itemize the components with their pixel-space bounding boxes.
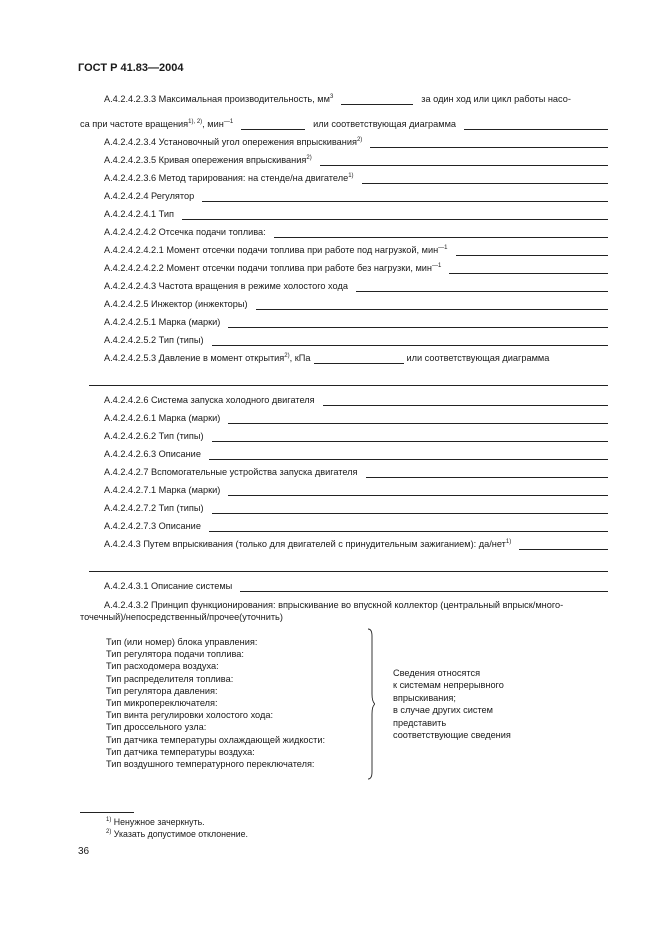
row-auxiliary-description [104,520,608,532]
note-line: Сведения относятся [393,668,481,678]
row-cold-start-make [104,412,608,424]
note-line: впрыскивания; [393,692,456,703]
note-line: представить [393,717,447,728]
footnote-2: $^{2)}$ Указать допустимое отклонение. [106,829,248,839]
blank-line[interactable] [456,246,609,256]
field-label: А.4.2.4.2.3.3 Максимальная производительность, $мм^3$ [104,94,334,104]
note-line: соответствующие сведения [393,730,511,741]
field-label: А.4.2.4.2.7.2 Тип (типы) [104,503,204,513]
row-fuel-cutoff [104,226,608,238]
note-line: в случае других систем [393,705,493,716]
blank-line[interactable] [228,486,608,496]
continuation-line[interactable] [89,571,608,572]
blank-line[interactable] [212,432,608,442]
blank-line[interactable] [356,282,608,292]
field-label: А.4.2.4.2.4 Регулятор [104,191,195,201]
blank-line[interactable] [519,540,608,550]
row-injection-timing [104,136,608,148]
blank-line[interactable] [320,156,608,166]
list-item: Тип датчика температуры охлаждающей жидкости: [106,734,326,745]
right-brace [367,628,375,780]
list-item: Тип (или номер) блока управления: [106,637,258,647]
field-label: А.4.2.4.2.7.3 Описание [104,521,201,531]
field-label: А.4.2.4.2.3.4 Установочный угол опережения впрыскивания$^{2)}$ [104,137,363,147]
row-operating-principle [104,599,563,611]
row-operating-principle-cont [80,611,283,623]
blank-line[interactable] [209,450,608,460]
row-timing-curve [104,154,608,166]
blank-line[interactable] [274,228,608,238]
row-governor [104,190,608,202]
field-label-cont: за один ход или цикл работы насо- [421,94,571,104]
row-cold-start-type [104,430,608,442]
field-label: А.4.2.4.2.4.2.2 Момент отсечки подачи топлива при работе без нагрузки, мин$^{—1}$ [104,263,442,273]
row-rotation-speed [80,118,608,130]
field-label: А.4.2.4.3 Путем впрыскивания (только для двигателей с принудительным зажиганием): да/нет$^{1)}$ [104,539,512,549]
blank-line[interactable] [256,300,608,310]
blank-line[interactable] [241,120,305,130]
field-label: А.4.2.4.2.6.2 Тип (типы) [104,431,204,441]
row-idle-speed [104,280,608,292]
field-label: А.4.2.4.2.3.5 Кривая опережения впрыскивания$^{2)}$ [104,155,312,165]
row-governor-type [104,208,608,220]
list-item: Тип датчика температуры воздуха: [106,746,255,757]
list-item: Тип расходомера воздуха: [106,661,219,672]
blank-line[interactable] [366,468,608,478]
list-item: Тип регулятора давления: [106,685,218,696]
note-line: к системам непрерывного [393,680,504,691]
row-injector-make [104,316,608,328]
row-system-description [104,580,608,592]
row-auxiliary-type [104,502,608,514]
field-label: А.4.2.4.2.5.3 Давление в момент открытия$^{2)}$, кПа [104,353,311,363]
field-label: А.4.2.4.2.6.3 Описание [104,449,201,459]
list-item: Тип винта регулировки холостого хода: [106,710,273,721]
field-label: А.4.2.4.2.4.1 Тип [104,209,174,219]
blank-line[interactable] [464,120,608,130]
field-label: А.4.2.4.3.2 Принцип функционирования: впрыскивание во впускной коллектор (центральный впрыск/много- [104,600,564,610]
blank-line[interactable] [341,95,413,105]
field-label-cont: точечный)/непосредственный/прочее(уточнить) [80,612,283,622]
field-label: А.4.2.4.2.4.2.1 Момент отсечки подачи топлива при работе под нагрузкой, мин$^{—1}$ [104,245,448,255]
page-number: 36 [78,846,90,857]
list-item: Тип регулятора подачи топлива: [106,649,244,660]
blank-line[interactable] [240,582,608,592]
row-opening-pressure [104,352,608,364]
row-cold-start-description [104,448,608,460]
field-label-cont: или соответствующая диаграмма [406,353,550,363]
row-injector-type [104,334,608,346]
row-max-capacity [104,93,608,105]
field-label: А.4.2.4.2.7.1 Марка (марки) [104,485,221,495]
blank-line[interactable] [209,522,608,532]
field-label: А.4.2.4.2.3.6 Метод тарирования: на стенде/на двигателе$^{1)}$ [104,173,354,183]
document-header: ГОСТ Р 41.83—2004 [78,62,184,74]
blank-line[interactable] [362,174,608,184]
blank-line[interactable] [370,138,608,148]
field-label: А.4.2.4.2.4.2 Отсечка подачи топлива: [104,227,266,237]
footnote-1: $^{1)}$ Ненужное зачеркнуть. [106,817,205,827]
continuation-line[interactable] [89,385,608,386]
field-label: А.4.2.4.2.5.2 Тип (типы) [104,335,204,345]
component-list [106,636,325,770]
field-label: А.4.2.4.2.7 Вспомогательные устройства запуска двигателя [104,467,358,477]
field-label: А.4.2.4.2.4.3 Частота вращения в режиме холостого хода [104,281,348,291]
field-label: А.4.2.4.2.5 Инжектор (инжекторы) [104,299,248,309]
side-note [393,667,511,741]
row-intake-injection [104,538,608,550]
row-cutoff-unloaded [104,262,608,274]
row-calibration-method [104,172,608,184]
row-auxiliary-start [104,466,608,478]
field-label-cont: или соответствующая диаграмма [313,119,457,129]
blank-line[interactable] [212,504,608,514]
blank-line[interactable] [202,192,608,202]
footnote-divider [80,812,134,813]
blank-line[interactable] [228,318,608,328]
list-item: Тип микропереключателя: [106,698,218,709]
list-item: Тип распределителя топлива: [106,673,234,684]
field-label: А.4.2.4.3.1 Описание системы [104,581,233,591]
row-cold-start-system [104,394,608,406]
row-injector [104,298,608,310]
field-label: са при частоте вращения$^{1), 2)}$, мин$^{—1}$ [80,119,234,129]
field-label: А.4.2.4.2.6 Система запуска холодного двигателя [104,395,315,405]
blank-line[interactable] [212,336,608,346]
blank-line[interactable] [449,264,608,274]
blank-line[interactable] [228,414,608,424]
blank-line[interactable] [323,396,608,406]
blank-line[interactable] [182,210,608,220]
row-cutoff-loaded [104,244,608,256]
list-item: Тип воздушного температурного переключателя: [106,759,315,770]
field-label: А.4.2.4.2.5.1 Марка (марки) [104,317,221,327]
list-item: Тип дроссельного узла: [106,722,207,733]
row-auxiliary-make [104,484,608,496]
field-label: А.4.2.4.2.6.1 Марка (марки) [104,413,221,423]
blank-line[interactable] [314,354,404,364]
